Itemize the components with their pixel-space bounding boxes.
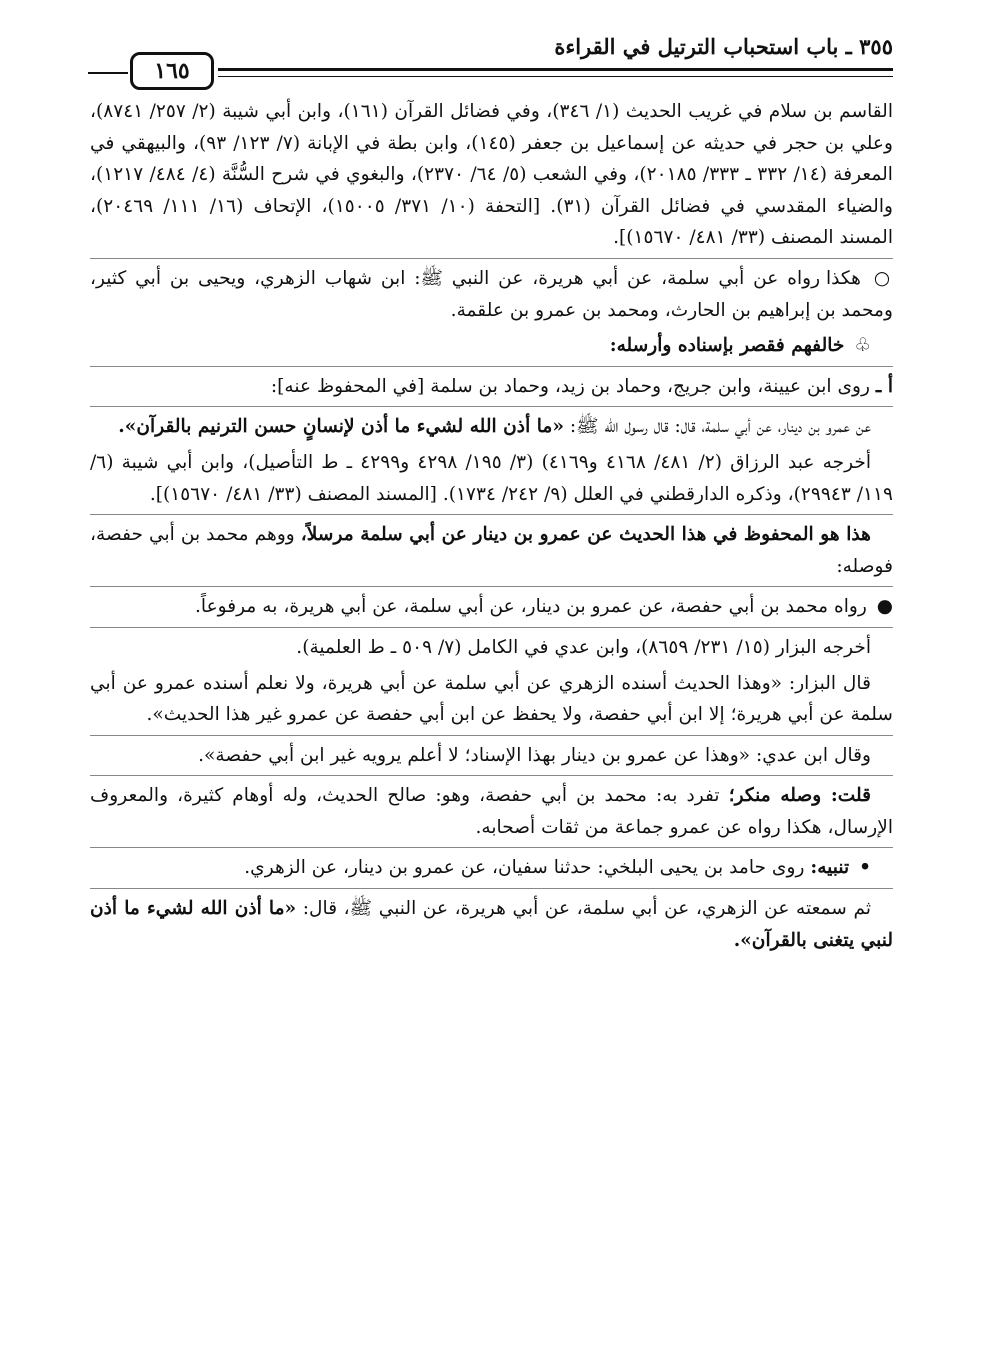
paragraph-final-hadith <box>90 888 893 956</box>
paragraph-riwaya <box>90 586 893 623</box>
paragraph-tanbih <box>90 847 893 884</box>
paragraph-text: ثم سمعته عن الزهري، عن أبي سلمة، عن أبي هريرة، عن النبي ﷺ، قال: <box>302 898 872 920</box>
paragraph-text: تفرد به: محمد بن أبي حفصة، وهو: صالح الحديث، وله أوهام كثيرة، والمعروف الإرسال، هكذا رواه عن عمرو جماعة من ثقات أصحابه. <box>90 785 893 838</box>
paragraph-mahfuz <box>90 514 893 582</box>
running-title: ٣٥٥ ـ باب استحباب الترتيل في القراءة <box>554 34 893 59</box>
paragraph-text: هكذا رواه عن أبي سلمة، عن أبي هريرة، عن النبي ﷺ: ابن شهاب الزهري، ويحيى بن أبي كثير، ومحمد بن إبراهيم بن الحارث، ومحمد بن عمرو بن علقمة. <box>90 267 893 321</box>
page-number: ١٦٥ <box>154 58 190 84</box>
page-number-badge <box>130 52 214 90</box>
paragraph-bazzar-takhrij: أخرجه البزار (١٥/ ٢٣١/ ٨٦٥٩)، وابن عدي في الكامل (٧/ ٥٠٩ ـ ط العلمية). <box>90 627 893 664</box>
bold-statement: قلت: وصله منكر؛ <box>728 785 872 807</box>
paragraph-takhrij: أخرجه عبد الرزاق (٢/ ٤٨١/ ٤١٦٨ و٤١٦٩) (٣/ ١٩٥/ ٤٢٩٨ و٤٢٩٩ ـ ط التأصيل)، وابن أبي شيبة (٦/ ١١٩/ ٢٩٩٤٣)، وذكره الدارقطني في العلل (٩/ ٢٤٢/ ١٧٣٤). [المسند المصنف (٣٣/ ٤٨١/ ١٥٦٧٠)]. <box>90 451 893 505</box>
header-rule-thick <box>218 68 893 71</box>
page-header <box>88 28 893 84</box>
note-label: تنبيه: <box>810 857 850 879</box>
flower-marker-icon: ♧ <box>854 335 871 357</box>
paragraph-text: روى حامد بن يحيى البلخي: حدثنا سفيان، عن عمرو بن دينار، عن الزهري. <box>244 857 805 879</box>
hadith-quote: «ما أذن الله لشيء ما أذن لنبي يتغنى بالقرآن». <box>90 898 893 951</box>
paragraph-bazzar-quote: قال البزار: «وهذا الحديث أسنده الزهري عن أبي سلمة عن أبي هريرة، ولا نعلم أسنده عمرو عن أبي سلمة عن أبي هريرة؛ إلا ابن أبي حفصة، ولا يحفظ عن ابن أبي حفصة عن عمرو غير هذا الحديث». <box>90 672 893 726</box>
paragraph-alef <box>90 366 893 403</box>
bold-statement: هذا هو المحفوظ في هذا الحديث عن عمرو بن دينار عن أبي سلمة مرسلاً، <box>300 524 871 546</box>
dot-marker-icon: ● <box>876 596 893 618</box>
paragraph-text: رواه محمد بن أبي حفصة، عن عمرو بن دينار، عن أبي سلمة، عن أبي هريرة، به مرفوعاً. <box>195 596 867 618</box>
paragraph-text: ووهم محمد بن أبي حفصة، فوصله: <box>90 524 893 577</box>
list-letter: أ ـ <box>875 375 893 397</box>
section-heading: خالفهم فقصر بإسناده وأرسله: <box>609 335 845 357</box>
paragraph-text: عن عمرو بن دينار، عن أبي سلمة، قال: قال رسول الله ﷺ: <box>569 416 871 438</box>
note-marker-icon: • <box>859 857 871 879</box>
header-rule-left <box>88 72 128 74</box>
hadith-quote: «ما أذن الله لشيء ما أذن لإنسانٍ حسن الترنيم بالقرآن». <box>118 416 564 438</box>
paragraph-citations: القاسم بن سلام في غريب الحديث (١/ ٣٤٦)، وفي فضائل القرآن (١٦١)، وابن أبي شيبة (٢/ ٢٥٧/ ٨٧٤١)، وعلي بن حجر في حديثه عن إسماعيل بن جعفر (١٤٥)، وابن بطة في الإبانة (٧/ ١٢٣/ ٩٣)، والبيهقي في المعرفة (١٤/ ٣٣٢ ـ ٣٣٣/ ٢٠١٨٥)، وفي الشعب (٥/ ٦٤/ ٢٣٧٠)، والبغوي في شرح السُّنَّة (٤/ ٤٨٤/ ١٢١٧)، والضياء المقدسي في فضائل القرآن (٣١). [التحفة (١٠/ ٣٧١/ ١٥٠٠٥)، الإتحاف (١٦/ ١١١/ ٢٠٤٦٩)، المسند المصنف (٣٣/ ٤٨١/ ١٥٦٧٠)]. <box>90 101 893 249</box>
body-text <box>90 96 893 960</box>
circle-marker-icon: ○ <box>873 267 894 289</box>
paragraph-narrators <box>90 258 893 326</box>
paragraph-text: روى ابن عيينة، وابن جريج، وحماد بن زيد، وحماد بن سلمة [في المحفوظ عنه]: <box>270 375 870 397</box>
paragraph-hadith <box>90 406 893 443</box>
paragraph-opposition <box>90 330 893 362</box>
paragraph-ibn-adi: وقال ابن عدي: «وهذا عن عمرو بن دينار بهذا الإسناد؛ لا أعلم يرويه غير ابن أبي حفصة». <box>90 735 893 772</box>
paragraph-qultu <box>90 775 893 843</box>
header-rule-thin <box>218 76 893 77</box>
